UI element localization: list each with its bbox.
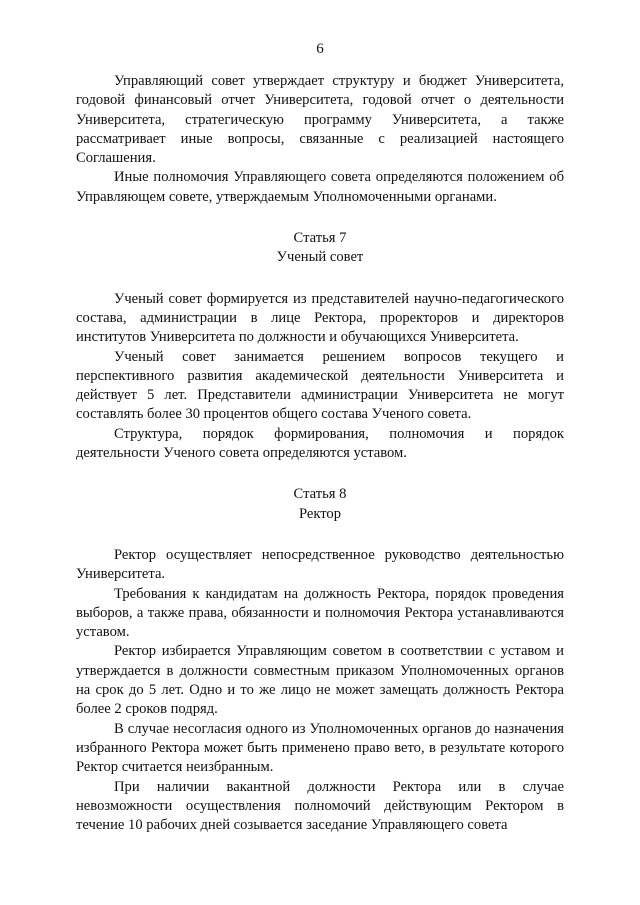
- paragraph-rector-vacancy: При наличии вакантной должности Ректора или в случае невозможности осуществления полномочий действующим Ректором в течение 10 рабочих дней созывается заседание Управляющего совета: [76, 778, 564, 834]
- article-8-heading: [76, 485, 564, 524]
- article-7-number: Статья 7: [293, 230, 347, 247]
- paragraph-rector-veto: В случае несогласия одного из Уполномоченных органов до назначения избранного Ректора может быть применено право вето, в результате которого Ректор считается неизбранным.: [76, 720, 564, 776]
- paragraph-academic-council-formation: Ученый совет формируется из представителей научно-педагогического состава, администрации в лице Ректора, проректоров и директоров институтов Университета по должности и обучающихся Университета.: [76, 290, 564, 346]
- article-7-title: Ученый совет: [276, 249, 364, 266]
- paragraph-rector-requirements: Требования к кандидатам на должность Ректора, порядок проведения выборов, а также права, обязанности и полномочия Ректора устанавливаются уставом.: [76, 585, 564, 641]
- paragraph-governing-council-powers: Иные полномочия Управляющего совета определяются положением об Управляющем совете, утверждаемым Уполномоченными органами.: [76, 169, 564, 205]
- paragraph-academic-council-duties: Ученый совет занимается решением вопросов текущего и перспективного развития академической деятельности Университета и действует 5 лет. Представители администрации Университета не могут составлять более 30 процентов общего состава Ученого совета.: [76, 348, 564, 423]
- page-number: 6: [316, 41, 324, 57]
- paragraph-academic-council-structure: Структура, порядок формирования, полномочия и порядок деятельности Ученого совета определяются уставом.: [76, 425, 564, 462]
- paragraph-governing-council-approval: Управляющий совет утверждает структуру и бюджет Университета, годовой финансовый отчет Университета, годовой отчет о деятельности Университета, стратегическую программу Университета, а также рассматривает иные вопросы, связанные с реализацией настоящего Соглашения.: [76, 73, 564, 167]
- paragraph-rector-election: Ректор избирается Управляющим советом в соответствии с уставом и утверждается в должности совместным приказом Уполномоченных органов на срок до 5 лет. Одно и то же лицо не может замещать должность Ректора более 2 сроков подряд.: [76, 643, 564, 718]
- article-8-title: Ректор: [298, 505, 342, 522]
- paragraph-rector-management: Ректор осуществляет непосредственное руководство деятельностью Университета.: [76, 546, 564, 583]
- document-body: [76, 72, 564, 835]
- article-7-heading: [76, 229, 564, 268]
- article-8-number: Статья 8: [293, 486, 347, 503]
